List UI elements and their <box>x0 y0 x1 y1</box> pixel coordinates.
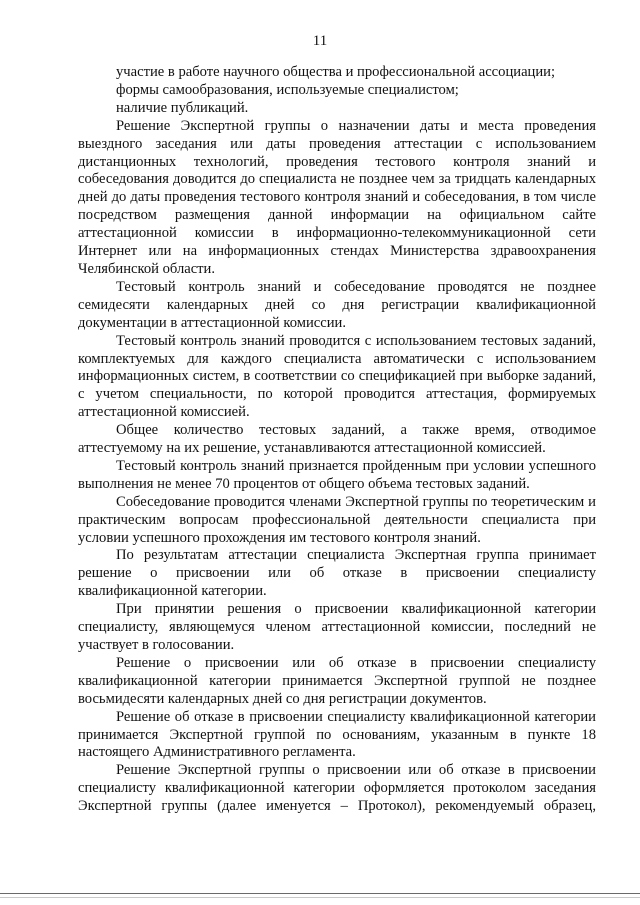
paragraph: При принятии решения о присвоении квалификационной категории специалисту, являющемуся членом аттестационной комиссии, последний не участвует в голосовании. <box>78 601 596 653</box>
paragraph: Тестовый контроль знаний признается пройденным при условии успешного выполнения не менее 70 процентов от общего объема тестовых заданий. <box>78 457 596 492</box>
page-number: 11 <box>312 33 328 49</box>
paragraph: Решение о присвоении или об отказе в присвоении специалисту квалификационной категории принимается Экспертной группой не позднее восьмидесяти календарных дней со дня регистрации документов. <box>78 654 596 707</box>
paragraph: Тестовый контроль знаний и собеседование проводятся не позднее семидесяти календарных дней со дня регистрации квалификационной документации в аттестационной комиссии. <box>78 278 596 331</box>
paragraph: участие в работе научного общества и профессиональной ассоциации; <box>116 64 556 80</box>
paragraph: Решение Экспертной группы о присвоении или об отказе в присвоении специалисту квалификационной категории оформляется протоколом заседания Экспертной группы (далее именуется – Протокол), рекомендуемый образец, <box>78 762 596 815</box>
paragraph: Решение Экспертной группы о назначении даты и места проведения выездного заседания или даты проведения аттестации с использованием дистанционных технологий, проведения тестового контроля знаний и собеседования доводится до специалиста не позднее чем за тридцать календарных дней до даты проведения тестового контроля знаний и собеседования, в том числе посредством размещения данной информации на официальном сайте аттестационной комиссии в информационно-телекоммуникационной сети Интернет или на информационных стендах Министерства здравоохранения Челябинской области. <box>78 117 596 277</box>
paragraph: Решение об отказе в присвоении специалисту квалификационной категории принимается Экспертной группой по основаниям, указанным в пункте 18 настоящего Административного регламента. <box>78 708 596 761</box>
paragraph: Собеседование проводится членами Экспертной группы по теоретическим и практическим вопросам профессиональной деятельности специалиста при условии успешного прохождения им тестового контроля знаний. <box>78 493 596 546</box>
paragraph: Общее количество тестовых заданий, а также время, отводимое аттестуемому на их решение, устанавливаются аттестационной комиссией. <box>78 422 596 457</box>
page-bottom-rule-shadow <box>0 897 640 898</box>
paragraph: По результатам аттестации специалиста Экспертная группа принимает решение о присвоении или об отказе в присвоении специалисту квалификационной категории. <box>78 547 596 600</box>
paragraph: формы самообразования, используемые специалистом; <box>116 81 459 98</box>
page-bottom-rule <box>0 893 640 894</box>
paragraph: наличие публикаций. <box>116 99 249 116</box>
document-body <box>78 64 596 816</box>
paragraph: Тестовый контроль знаний проводится с использованием тестовых заданий, комплектуемых для каждого специалиста автоматически с использованием информационных систем, в соответствии со спецификацией при выборке заданий, с учетом специальности, по которой проводится аттестация, формируемых аттестационной комиссией. <box>78 332 596 421</box>
